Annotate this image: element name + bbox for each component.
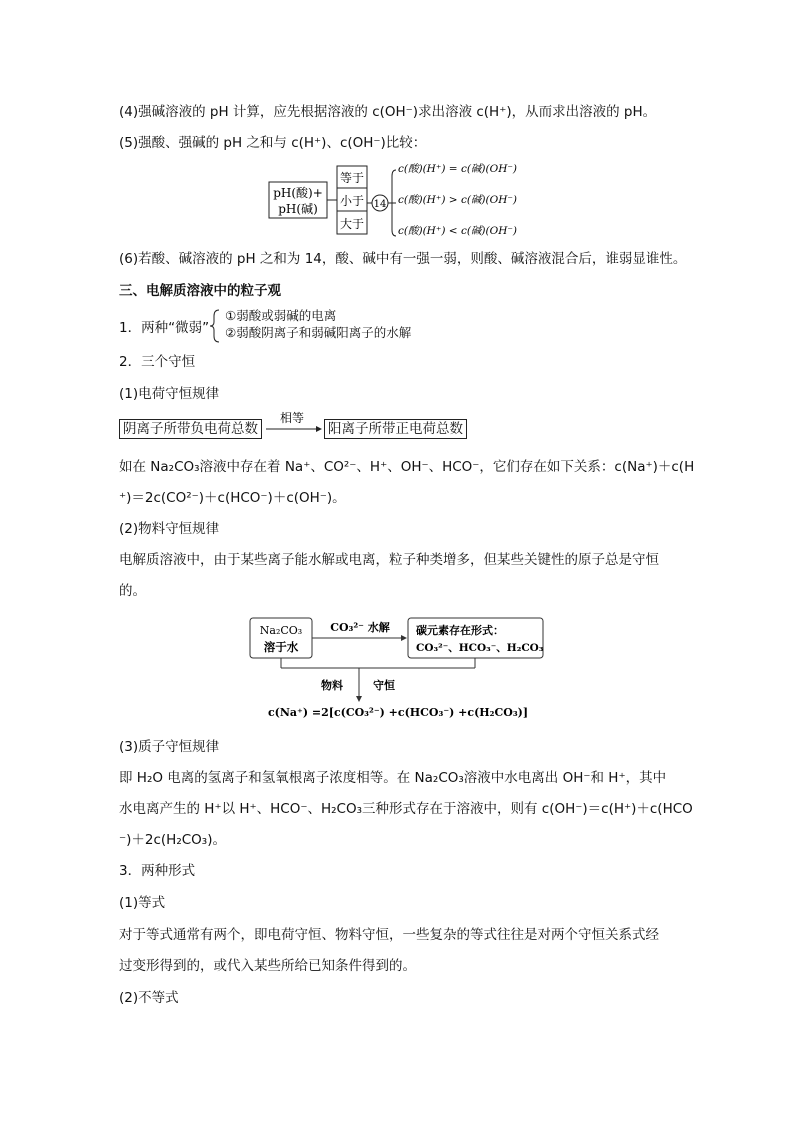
weak-ionization: ①弱酸或弱碱的电离	[225, 308, 337, 323]
section-3-title: 三、电解质溶液中的粒子观	[119, 283, 281, 299]
equation-text-line1: 对于等式通常有两个，即电荷守恒、物料守恒，一些复杂的等式往往是对两个守恒关系式经	[119, 927, 659, 943]
circle-14: 14	[373, 199, 387, 210]
inequality-title: (2)不等式	[119, 990, 179, 1006]
paragraph-4: (4)强碱溶液的 pH 计算，应先根据溶液的 c(OH⁻)求出溶液 c(H⁺)，从而求出溶液的 pH。	[119, 104, 657, 120]
material-conservation-title: (2)物料守恒规律	[119, 521, 220, 537]
conservation-label: 守恒	[373, 679, 395, 692]
proton-text-line1: 即 H₂O 电离的氢离子和氢氧根离子浓度相等。在 Na₂CO₃溶液中水电离出 OH⁻和 H⁺，其中	[119, 770, 667, 786]
option-less: 小于	[339, 194, 365, 208]
charge-conservation-title: (1)电荷守恒规律	[119, 386, 220, 402]
proton-conservation-title: (3)质子守恒规律	[119, 739, 220, 755]
carbon-forms-list: CO₃²⁻、HCO₃⁻、H₂CO₃	[416, 642, 544, 654]
proton-text-line2: 水电离产生的 H⁺以 H⁺、HCO⁻、H₂CO₃三种形式存在于溶液中，则有 c(OH⁻)＝c(H⁺)＋c(HCO	[119, 801, 693, 817]
weak-hydrolysis: ②弱酸阴离子和弱碱阳离子的水解	[225, 325, 412, 340]
two-forms-title: 3．两种形式	[119, 863, 196, 879]
equation-title: (1)等式	[119, 895, 166, 911]
material-equation: c(Na⁺) =2[c(CO₃²⁻) +c(HCO₃⁻) +c(H₂CO₃)]	[267, 706, 529, 719]
result-less: c(酸)(H⁺) < c(碱)(OH⁻)	[398, 225, 518, 237]
material-text-line1: 电解质溶液中，由于某些离子能水解或电离，粒子种类增多，但某些关键性的原子总是守恒	[119, 552, 659, 568]
result-greater: c(酸)(H⁺) > c(碱)(OH⁻)	[398, 194, 518, 206]
material-text-line2: 的。	[119, 583, 146, 599]
paragraph-6: (6)若酸、碱溶液的 pH 之和为 14，酸、碱中有一强一弱，则酸、碱溶液混合后，谁弱显谁性。	[119, 251, 687, 267]
dissolve-label: 溶于水	[263, 640, 299, 654]
charge-relation	[119, 419, 262, 439]
brace-icon	[209, 308, 221, 344]
two-weak-item	[119, 318, 209, 338]
anion-charge-box: 阴离子所带负电荷总数	[119, 419, 262, 439]
result-equal: c(酸)(H⁺) = c(碱)(OH⁻)	[398, 163, 518, 175]
two-weak-label: 1．两种“微弱”	[119, 320, 210, 336]
ph-sum-label-1: pH(酸)+	[273, 186, 323, 200]
cation-charge-box: 阳离子所带正电荷总数	[324, 419, 467, 439]
hydrolysis-label: CO₃²⁻ 水解	[330, 621, 390, 634]
cation-charge-wrap	[324, 419, 467, 439]
proton-text-line3: ⁻)＋2c(H₂CO₃)。	[119, 832, 226, 848]
paragraph-5: (5)强酸、强碱的 pH 之和与 c(H⁺)、c(OH⁻)比较：	[119, 135, 427, 151]
equation-text-line2: 过变形得到的，或代入某些所给已知条件得到的。	[119, 958, 416, 974]
na2co3-label: Na₂CO₃	[259, 624, 303, 637]
material-balance-diagram	[248, 612, 548, 722]
carbon-forms-title: 碳元素存在形式：	[416, 624, 504, 637]
charge-example-line1: 如在 Na₂CO₃溶液中存在着 Na⁺、CO²⁻、H⁺、OH⁻、HCO⁻，它们存在如下关系：c(Na⁺)＋c(H	[119, 459, 695, 475]
ph-sum-label-2: pH(碱)	[278, 202, 318, 216]
three-conservations-title: 2．三个守恒	[119, 354, 196, 370]
equal-arrow-label: 相等	[279, 411, 305, 425]
option-equal: 等于	[339, 171, 365, 185]
charge-example-line2: ⁺)＝2c(CO²⁻)＋c(HCO⁻)＋c(OH⁻)。	[119, 490, 346, 506]
option-greater: 大于	[339, 217, 365, 231]
material-label: 物料	[321, 679, 343, 692]
equal-arrow	[264, 410, 324, 438]
ph-comparison-diagram	[268, 158, 528, 240]
